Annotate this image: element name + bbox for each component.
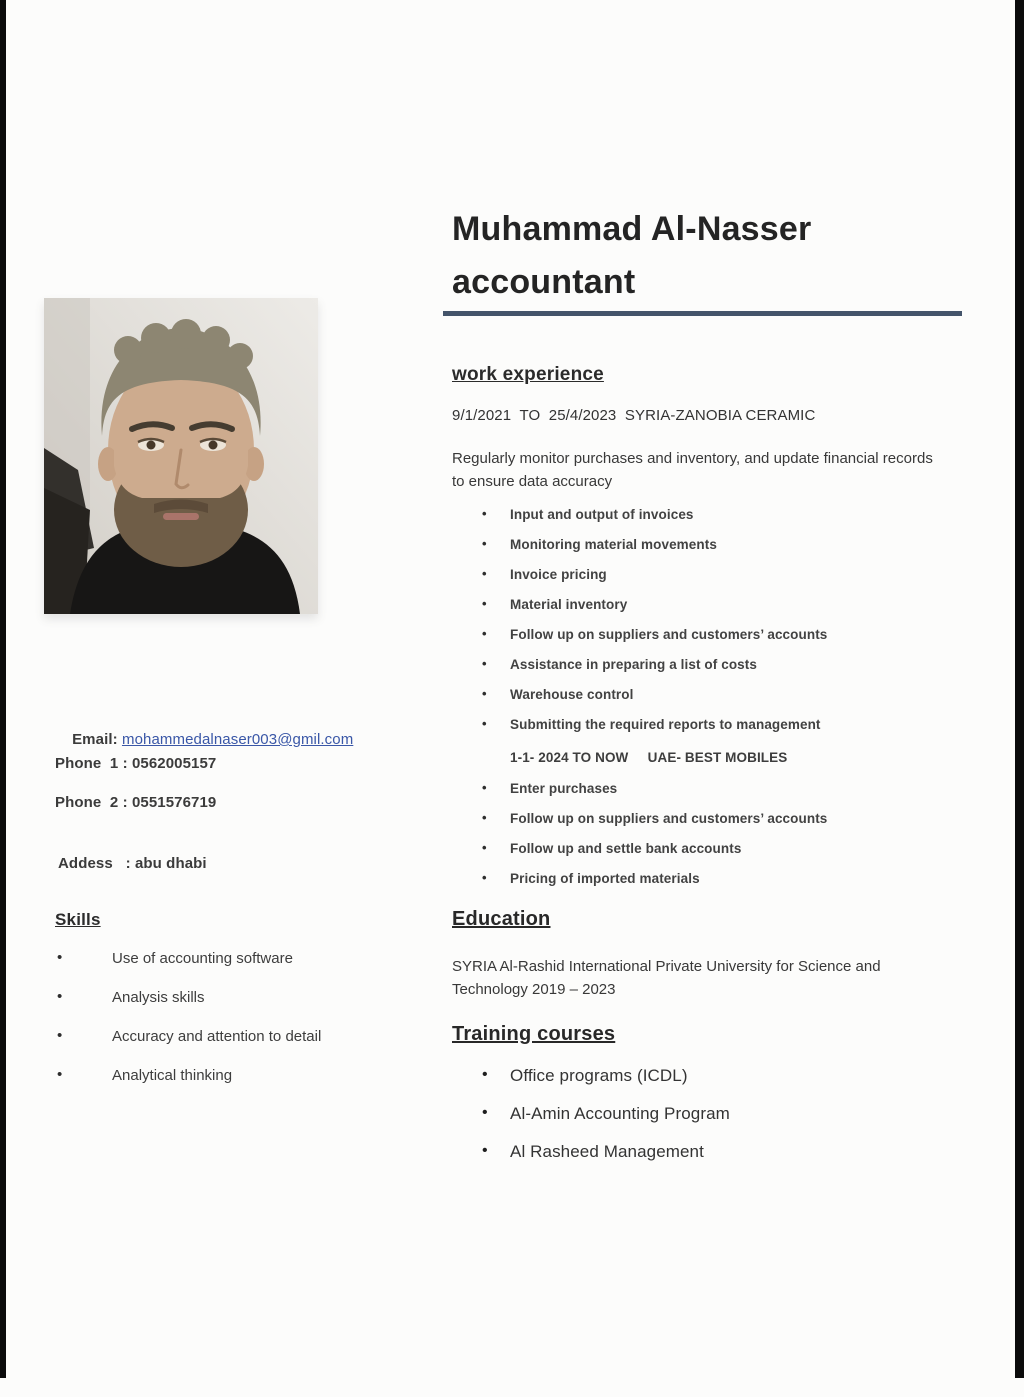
job1-date-company: 9/1/2021 TO 25/4/2023 SYRIA-ZANOBIA CERAMIC (452, 407, 816, 424)
duty-item: • Submitting the required reports to management (452, 717, 932, 733)
job2-duty-list (452, 781, 932, 901)
duty-item: • Follow up on suppliers and customers’ accounts (452, 811, 932, 827)
phone1-row: Phone 1 : 0562005157 (55, 755, 217, 772)
duty-item: • Warehouse control (452, 687, 932, 703)
header-rule (443, 311, 962, 316)
address-row: Addess : abu dhabi (58, 855, 207, 872)
skill-item: • Accuracy and attention to detail (55, 1028, 385, 1046)
person-job-title: accountant (452, 263, 636, 301)
right-edge-bar (1015, 0, 1024, 1378)
left-edge-bar (0, 0, 6, 1378)
education-heading: Education (452, 908, 551, 930)
skills-heading: Skills (55, 910, 101, 929)
duty-item: • Input and output of invoices (452, 507, 932, 523)
duty-item: • Assistance in preparing a list of costs (452, 657, 932, 673)
training-item: • Office programs (ICDL) (452, 1066, 932, 1086)
duty-item: • Follow up and settle bank accounts (452, 841, 932, 857)
job1-duty-list (452, 507, 932, 747)
training-course-list (452, 1066, 932, 1180)
duty-item: • Enter purchases (452, 781, 932, 797)
person-name: Muhammad Al-Nasser (452, 210, 812, 248)
training-item: • Al-Amin Accounting Program (452, 1104, 932, 1124)
job1-summary: Regularly monitor purchases and inventory, and update financial records to ensure data accuracy (452, 450, 933, 490)
email-label: Email: (72, 731, 122, 748)
portrait-illustration (44, 298, 318, 614)
skill-item: • Analysis skills (55, 989, 385, 1007)
training-item: • Al Rasheed Management (452, 1142, 932, 1162)
duty-item: • Pricing of imported materials (452, 871, 932, 887)
job2-date-company: 1-1- 2024 TO NOW UAE- BEST MOBILES (510, 750, 788, 765)
phone2-row: Phone 2 : 0551576719 (55, 794, 217, 811)
education-text: SYRIA Al-Rashid International Private University for Science and Technology 2019 – 2023 (452, 958, 881, 998)
email-link[interactable]: mohammedalnaser003@gmil.com (121, 731, 354, 748)
training-courses-heading: Training courses (452, 1023, 616, 1045)
duty-item: • Invoice pricing (452, 567, 932, 583)
duty-item: • Follow up on suppliers and customers’ accounts (452, 627, 932, 643)
skill-item: • Use of accounting software (55, 950, 385, 968)
portrait-photo (44, 298, 318, 614)
work-experience-heading: work experience (452, 364, 604, 385)
duty-item: • Monitoring material movements (452, 537, 932, 553)
name-title-block (452, 203, 972, 309)
duty-item: • Material inventory (452, 597, 932, 613)
skill-item: • Analytical thinking (55, 1067, 385, 1085)
skills-list (55, 950, 385, 1106)
